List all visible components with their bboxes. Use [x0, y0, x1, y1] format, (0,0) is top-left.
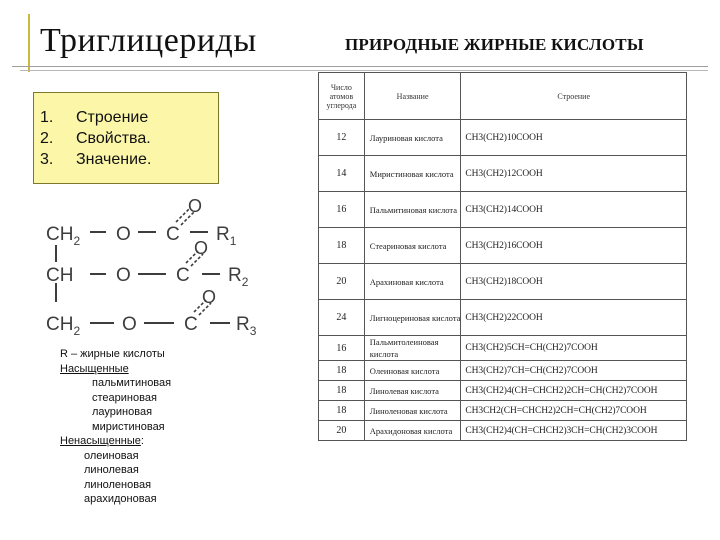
- header-name: Название: [364, 73, 461, 120]
- legend-saturated-item: стеариновая: [92, 391, 157, 404]
- formula-carbon: C: [166, 224, 180, 245]
- outline-number: 1.: [40, 109, 54, 126]
- table-row: [319, 361, 687, 381]
- cell-carbon-count: 24: [319, 300, 365, 336]
- fatty-acids-table: [318, 72, 687, 441]
- outline-item: [40, 149, 151, 170]
- cell-acid-formula: CH3(CH2)12COOH: [461, 156, 687, 192]
- legend-unsaturated-item: олеиновая: [84, 449, 139, 462]
- outline-text: Строение: [76, 109, 149, 126]
- cell-carbon-count: 20: [319, 264, 365, 300]
- cell-acid-formula: CH3(CH2)5CH=CH(CH2)7COOH: [461, 336, 687, 361]
- legend-unsaturated-heading-row: [60, 434, 171, 449]
- table-row: [319, 192, 687, 228]
- outline-number: 3.: [40, 151, 54, 168]
- outline-list: [40, 107, 151, 170]
- outline-item: [40, 107, 151, 128]
- fatty-acid-legend: [60, 347, 171, 507]
- cell-acid-name: Линоленовая кислота: [364, 401, 461, 421]
- cell-acid-name: Олеиновая кислота: [364, 361, 461, 381]
- formula-ch2-bottom: $CH_2$: [46, 314, 81, 338]
- outline-item: [40, 128, 151, 149]
- formula-carbon: C: [176, 265, 190, 286]
- formula-carbon: C: [184, 314, 198, 335]
- legend-r-definition: R – жирные кислоты: [60, 348, 165, 360]
- table-row: [319, 156, 687, 192]
- cell-acid-formula: CH3(CH2)14COOH: [461, 192, 687, 228]
- cell-acid-formula: CH3(CH2)18COOH: [461, 264, 687, 300]
- cell-carbon-count: 12: [319, 120, 365, 156]
- formula-ch2-top: $CH_2$: [46, 224, 81, 248]
- header-structure: Строение: [461, 73, 687, 120]
- cell-acid-name: Арахиновая кислота: [364, 264, 461, 300]
- table-body: [319, 120, 687, 441]
- table-row: [319, 401, 687, 421]
- cell-acid-name: Стеариновая кислота: [364, 228, 461, 264]
- cell-carbon-count: 14: [319, 156, 365, 192]
- legend-saturated-item: пальмитиновая: [92, 377, 172, 389]
- cell-acid-name: Линолевая кислота: [364, 381, 461, 401]
- formula-r1: $R_1$: [216, 224, 237, 248]
- cell-carbon-count: 18: [319, 361, 365, 381]
- table-header-row: [319, 73, 687, 120]
- cell-carbon-count: 16: [319, 192, 365, 228]
- formula-ch-middle: CH: [46, 265, 74, 286]
- legend-unsaturated-item: арахидоновая: [84, 493, 157, 505]
- legend-saturated-item: миристиновая: [92, 420, 165, 433]
- frame-accent-vertical: [28, 14, 30, 72]
- cell-acid-name: Миристиновая кислота: [364, 156, 461, 192]
- legend-saturated-item: лауриновая: [92, 406, 153, 418]
- formula-oxygen: O: [194, 238, 209, 258]
- cell-acid-name: Лигноцериновая кислота: [364, 300, 461, 336]
- table-row: [319, 120, 687, 156]
- table-row: [319, 300, 687, 336]
- cell-carbon-count: 18: [319, 228, 365, 264]
- triglyceride-formula: [30, 190, 290, 340]
- cell-carbon-count: 18: [319, 401, 365, 421]
- legend-unsaturated-item: линолевая: [84, 464, 139, 476]
- cell-carbon-count: 18: [319, 381, 365, 401]
- triglyceride-structure-diagram: [30, 190, 290, 340]
- cell-acid-formula: CH3(CH2)7CH=CH(CH2)7COOH: [461, 361, 687, 381]
- table-row: [319, 228, 687, 264]
- cell-acid-formula: CH3(CH2)4(CH=CHCH2)3CH=CH(CH2)3COOH: [461, 421, 687, 441]
- cell-acid-formula: CH3(CH2)22COOH: [461, 300, 687, 336]
- formula-oxygen: O: [116, 265, 131, 286]
- cell-acid-formula: CH3(CH2)10COOH: [461, 120, 687, 156]
- cell-acid-name: Пальмитолеиновая кислота: [364, 336, 461, 361]
- table-row: [319, 336, 687, 361]
- header-carbon-count: Число атомов углерода: [319, 73, 365, 120]
- legend-unsaturated-heading: Ненасыщенные: [60, 435, 141, 447]
- legend-unsaturated-item: линоленовая: [84, 478, 152, 491]
- formula-oxygen: O: [188, 196, 203, 216]
- cell-acid-formula: CH3(CH2)4(CH=CHCH2)2CH=CH(CH2)7COOH: [461, 381, 687, 401]
- frame-divider-line: [12, 66, 708, 67]
- formula-oxygen: O: [122, 314, 137, 335]
- cell-acid-name: Пальмитиновая кислота: [364, 192, 461, 228]
- cell-acid-name: Лауриновая кислота: [364, 120, 461, 156]
- legend-saturated-heading: Насыщенные: [60, 362, 129, 375]
- outline-text: Свойства.: [76, 130, 151, 147]
- frame-divider-line-secondary: [20, 70, 708, 71]
- formula-oxygen: O: [202, 287, 217, 307]
- table-row: [319, 381, 687, 401]
- cell-acid-name: Арахидоновая кислота: [364, 421, 461, 441]
- formula-r2: $R_2$: [228, 265, 249, 289]
- cell-acid-formula: CH3(CH2)16COOH: [461, 228, 687, 264]
- formula-oxygen: O: [116, 224, 131, 245]
- table-row: [319, 421, 687, 441]
- outline-text: Значение.: [76, 151, 152, 168]
- cell-acid-formula: CH3CH2(CH=CHCH2)2CH=CH(CH2)7COOH: [461, 401, 687, 421]
- cell-carbon-count: 16: [319, 336, 365, 361]
- cell-carbon-count: 20: [319, 421, 365, 441]
- outline-number: 2.: [40, 130, 54, 147]
- table-row: [319, 264, 687, 300]
- table-title: ПРИРОДНЫЕ ЖИРНЫЕ КИСЛОТЫ: [345, 35, 644, 54]
- legend-unsaturated-colon: :: [140, 435, 144, 447]
- page-title: Триглицериды: [40, 22, 257, 59]
- outline-box: [33, 92, 219, 184]
- formula-r3: $R_3$: [236, 314, 257, 338]
